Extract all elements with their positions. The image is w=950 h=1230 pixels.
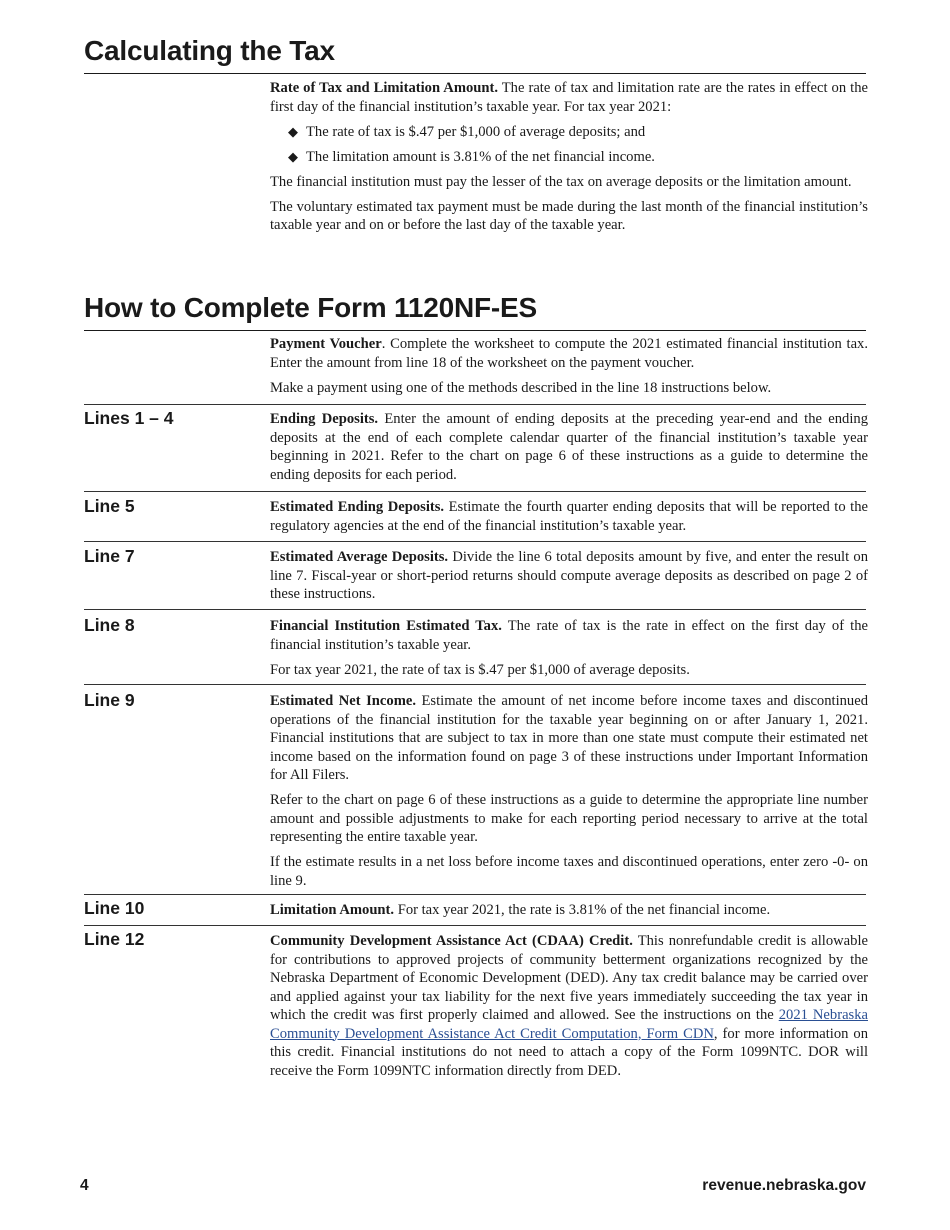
row-divider (84, 684, 866, 685)
line-5-text: Estimated Ending Deposits. Estimate the fourth quarter ending deposits that will be reported to the regulatory agencies at the end of the financial institution’s taxable year. (270, 499, 868, 534)
row-divider (84, 925, 866, 926)
diamond-bullet-icon: ◆ (288, 123, 298, 139)
page-number: 4 (80, 1177, 89, 1194)
payment-voucher-heading: Payment Voucher (270, 336, 382, 352)
bullet-item: ◆ The limitation amount is 3.81% of the net financial income. (288, 148, 655, 165)
label-line-8: Line 8 (84, 615, 135, 635)
website-url: revenue.nebraska.gov (702, 1177, 866, 1194)
rate-bullet-list (270, 123, 868, 167)
line-9-text: Estimated Net Income. Estimate the amount of net income before income taxes and discontinued operations of the financial institution for the taxable year beginning on or after January 1, 2021. Financial institutions that are subject to tax in more than one state must compute their estimated net income based on the information found on page 3 of these instructions under Important Information for All Filers. Refer to the chart on page 6 of these instructions as a guide to determine the appropriate line number amount and possible adjustments to make for each reporting period necessary to arrive at the total representing the entire taxable year. If the estimate results in a net loss before income taxes and discontinued operations, enter zero -0- on line 9. (270, 693, 868, 889)
lesser-of-paragraph: The financial institution must pay the lesser of the tax on average deposits or the limitation amount. (270, 173, 852, 190)
payment-voucher-block: Payment Voucher. Complete the worksheet to compute the 2021 estimated financial institution tax. Enter the amount from line 18 of the worksheet on the payment voucher. Make a payment using one of the methods described in the line 18 instructions below. (270, 336, 868, 396)
bullet-item: ◆ The rate of tax is $.47 per $1,000 of average deposits; and (288, 123, 646, 140)
form-cdn-link[interactable]: 2021 Nebraska Community Development Assistance Act Credit Computation, Form CDN (270, 1007, 868, 1042)
row-divider (84, 491, 866, 492)
row-divider (84, 609, 866, 610)
label-line-10: Line 10 (84, 898, 145, 918)
line-7-text: Estimated Average Deposits. Divide the line 6 total deposits amount by five, and enter the result on line 7. Fiscal-year or short-period returns should compute average deposits as described on page 2 of these instructions. (270, 549, 868, 602)
section-title-calculating-tax: Calculating the Tax (84, 35, 335, 66)
lines-1-4-text: Ending Deposits. Enter the amount of ending deposits at the preceding year-end and the ending deposits at the end of each complete calendar quarter of the financial institution’s taxable year beginning in 2021. Refer to the chart on page 6 of these instructions as a guide to determine the ending deposits for each period. (270, 411, 868, 483)
rate-of-tax-block (270, 79, 868, 241)
diamond-bullet-icon: ◆ (288, 148, 298, 164)
label-line-5: Line 5 (84, 496, 135, 516)
line-10-text: Limitation Amount. For tax year 2021, the rate is 3.81% of the net financial income. (270, 902, 771, 918)
section-divider (84, 330, 866, 331)
label-line-7: Line 7 (84, 546, 135, 566)
section-title-how-to-complete: How to Complete Form 1120NF-ES (84, 292, 537, 323)
voluntary-payment-paragraph: The voluntary estimated tax payment must be made during the last month of the financial institution’s taxable year and on or before the last day of the taxable year. (270, 198, 868, 233)
label-line-12: Line 12 (84, 929, 145, 949)
label-line-9: Line 9 (84, 690, 135, 710)
line-12-text: Community Development Assistance Act (CDAA) Credit. This nonrefundable credit is allowable for contributions to approved projects of community betterment organizations recognized by the Nebraska Department of Economic Development (DED). Any tax credit balance may be carried over and applied against your tax liability for the next five years immediately succeeding the tax year in which the credit was first properly claimed and allowed. See the instructions on the 2021 Nebraska Community Development Assistance Act Credit Computation, Form CDN, for more information on this credit. Financial institutions do not need to attach a copy of the Form 1099NTC. DOR will receive the Form 1099NTC information directly from DED. (270, 933, 868, 1079)
row-divider (84, 894, 866, 895)
row-divider (84, 541, 866, 542)
rate-paragraph: Rate of Tax and Limitation Amount. The rate of tax and limitation rate are the rates in effect on the first day of the financial institution’s taxable year. For tax year 2021: (270, 80, 868, 115)
row-divider (84, 404, 866, 405)
line-8-text: Financial Institution Estimated Tax. The rate of tax is the rate in effect on the first day of the financial institution’s taxable year. For tax year 2021, the rate of tax is $.47 per $1,000 of average deposits. (270, 618, 868, 678)
rate-heading: Rate of Tax and Limitation Amount. (270, 80, 499, 96)
section-divider (84, 73, 866, 74)
label-lines-1-4: Lines 1 – 4 (84, 408, 174, 428)
